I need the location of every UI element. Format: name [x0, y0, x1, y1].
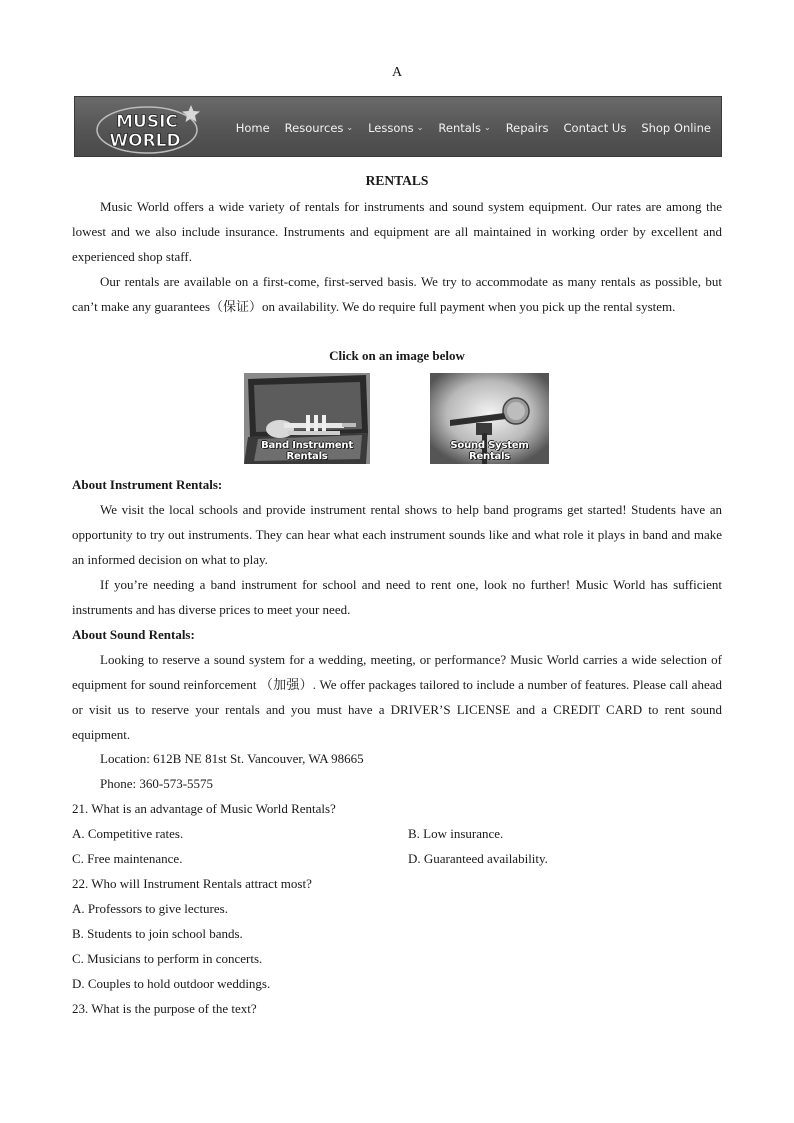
logo-text-top: MUSIC: [116, 112, 178, 132]
question-22-option-a: A. Professors to give lectures.: [72, 901, 228, 916]
nav-lessons[interactable]: [368, 121, 423, 135]
nav-rentals[interactable]: [438, 121, 490, 135]
location-text: Location: 612B NE 81st St. Vancouver, WA 98665: [100, 751, 364, 766]
sound-paragraph-1: [72, 647, 722, 747]
sound-rentals-caption: Sound System Rentals: [450, 440, 529, 462]
nav-contact-us[interactable]: [564, 121, 627, 135]
question-23: 23. What is the purpose of the text?: [72, 1001, 257, 1016]
nav-label: Home: [235, 120, 270, 135]
nav-label: Contact Us: [563, 120, 627, 135]
chevron-down-icon: ⌄: [346, 123, 354, 132]
main-nav: [236, 97, 711, 158]
phone-text: Phone: 360-573-5575: [100, 776, 214, 791]
nav-label: Shop Online: [641, 120, 711, 135]
question-22-option-c: C. Musicians to perform in concerts.: [72, 951, 263, 966]
instrument-paragraph-1: [72, 497, 722, 572]
section-letter: A: [391, 65, 403, 80]
question-21-option-c: C. Free maintenance.: [72, 851, 183, 866]
nav-label: Rentals: [438, 120, 481, 135]
chevron-down-icon: ⌄: [416, 123, 424, 132]
paragraph-text: Looking to reserve a sound system for a wedding, meeting, or performance? Music World carries a wide selection of equipment for sound reinforcement （加强）. We offer packages tailored to include a number of features. Please call ahead or visit us to reserve your rentals and you must have a DRIVER’S LICENSE and a CREDIT CARD to rent sound equipment.: [72, 652, 722, 742]
nav-repairs[interactable]: [506, 121, 549, 135]
nav-label: Resources: [284, 120, 344, 135]
intro-paragraph-2: [72, 269, 722, 319]
nav-label: Lessons: [368, 120, 414, 135]
instrument-paragraph-2: [72, 572, 722, 622]
question-22-option-d: D. Couples to hold outdoor weddings.: [72, 976, 271, 991]
page-title: RENTALS: [365, 173, 429, 188]
instrument-rentals-heading: About Instrument Rentals:: [72, 477, 223, 492]
question-22: 22. Who will Instrument Rentals attract most?: [72, 876, 312, 891]
logo-text-bottom: WORLD: [109, 131, 181, 151]
nav-home[interactable]: [236, 121, 270, 135]
sound-rentals-heading: About Sound Rentals:: [72, 627, 195, 642]
site-banner: [74, 96, 722, 157]
music-world-logo[interactable]: [95, 101, 205, 155]
paragraph-text: Music World offers a wide variety of rentals for instruments and sound system equipment. Our rates are among the lowest and we also include insurance. Instruments and equipment are all maintained in working order by excellent and experienced shop staff.: [72, 199, 722, 264]
sound-system-rentals-image[interactable]: [430, 373, 549, 464]
nav-shop-online[interactable]: [641, 121, 711, 135]
intro-paragraph-1: [72, 194, 722, 269]
band-instrument-rentals-image[interactable]: [244, 373, 370, 464]
question-21-option-a: A. Competitive rates.: [72, 826, 184, 841]
question-22-option-b: B. Students to join school bands.: [72, 926, 243, 941]
nav-resources[interactable]: [285, 121, 353, 135]
paragraph-text: We visit the local schools and provide instrument rental shows to help band programs get started! Students have an opportunity to try out instruments. They can hear what each instrument sounds like and what role it plays in band and make an informed decision on what to play.: [72, 502, 722, 567]
question-21-option-d: D. Guaranteed availability.: [408, 851, 548, 866]
question-21-option-b: B. Low insurance.: [408, 826, 504, 841]
paragraph-text: If you’re needing a band instrument for school and need to rent one, look no further! Music World has sufficient instruments and has diverse prices to meet your need.: [72, 577, 722, 617]
question-21: 21. What is an advantage of Music World Rentals?: [72, 801, 336, 816]
image-heading: Click on an image below: [329, 348, 465, 363]
nav-label: Repairs: [505, 120, 549, 135]
chevron-down-icon: ⌄: [483, 123, 491, 132]
paragraph-text: Our rentals are available on a first-come, first-served basis. We try to accommodate as many rentals as possible, but can’t make any guarantees（保证）on availability. We do require full payment when you pick up the rental system.: [72, 274, 722, 314]
band-rentals-caption: Band Instrument Rentals: [261, 440, 353, 462]
